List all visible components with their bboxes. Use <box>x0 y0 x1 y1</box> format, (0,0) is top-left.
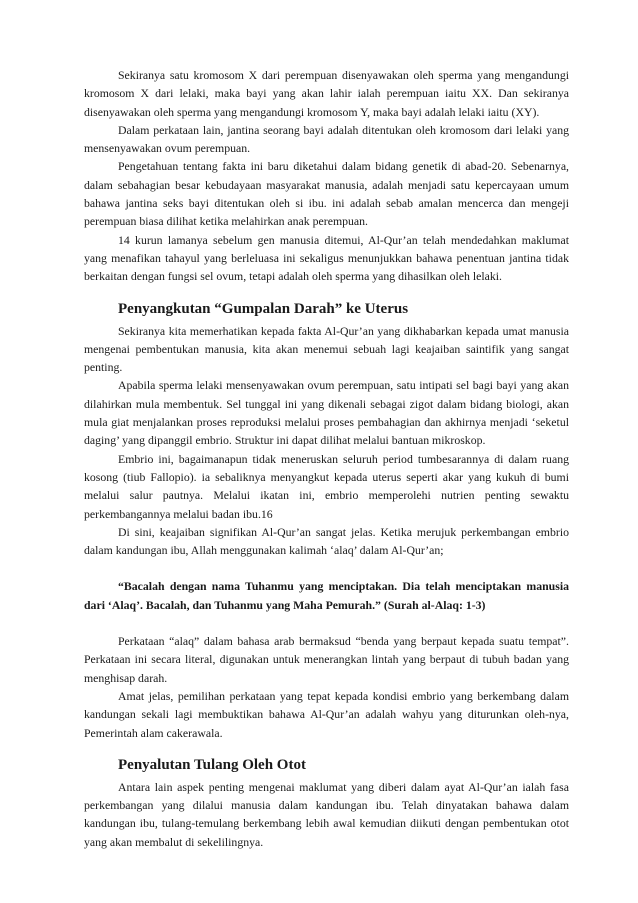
paragraph: Sekiranya satu kromosom X dari perempuan disenyawakan oleh sperma yang mengandungi kromosom X dari lelaki, maka bayi yang akan lahir ialah perempuan iaitu XX. Dan sekiranya disenyawakan oleh sperma yang mengandungi kromosom Y, maka bayi adalah lelaki iaitu (XY). <box>84 68 569 119</box>
paragraph: Embrio ini, bagaimanapun tidak meneruskan seluruh period tumbesarannya di dalam ruang kosong (tiub Fallopio). ia sebaliknya menyangkut kepada uterus seperti akar yang kukuh di bumi melalui salur pautnya. Melalui ikatan ini, embrio memperolehi nutrien penting sewaktu perkembangannya melalui badan ibu.16 <box>84 451 569 521</box>
paragraph: Amat jelas, pemilihan perkataan yang tepat kepada kondisi embrio yang berkembang dalam kandungan sekali lagi membuktikan bahawa Al-Qur’an adalah wahyu yang diturunkan oleh-nya, Pemerintah alam cakerawala. <box>84 688 569 740</box>
section-heading: Penyalutan Tulang Oleh Otot <box>118 756 306 773</box>
paragraph: Sekiranya kita memerhatikan kepada fakta Al-Qur’an yang dikhabarkan kepada umat manusia mengenai pembentukan manusia, kita akan menemui sebuah lagi keajaiban saintifik yang sangat penting. <box>84 323 569 375</box>
document-page <box>84 66 569 851</box>
paragraph: Dalam perkataan lain, jantina seorang bayi adalah ditentukan oleh kromosom dari lelaki yang mensenyawakan ovum perempuan. <box>84 122 569 156</box>
paragraph: Antara lain aspek penting mengenai maklumat yang diberi dalam ayat Al-Qur’an ialah fasa perkembangan yang dilalui manusia dalam kandungan ibu. Telah dinyatakan bahawa dalam kandungan ibu, tulang-temulang berkembang lebih awal kemudian diikuti dengan pembentukan otot yang akan membalut di sekelilingnya. <box>84 779 569 849</box>
paragraph: Apabila sperma lelaki mensenyawakan ovum perempuan, satu intipati sel bagi bayi yang akan dilahirkan mula membentuk. Sel tunggal ini yang dikenali sebagai zigot dalam bidang biologi, akan mula giat menjalankan proses reproduksi melalui proses pembahagian dan akhirnya menjadi ‘seketul daging’ yang dipanggil embrio. Struktur ini dapat dilihat melalui bantuan mikroskop. <box>84 378 569 448</box>
section-heading: Penyangkutan “Gumpalan Darah” ke Uterus <box>118 300 409 317</box>
paragraph: Perkataan “alaq” dalam bahasa arab bermaksud “benda yang berpaut kepada suatu tempat”. Perkataan ini secara literal, digunakan untuk menerangkan lintah yang berpaut di tubuh badan yang menghisap darah. <box>84 634 569 685</box>
quran-quote: “Bacalah dengan nama Tuhanmu yang menciptakan. Dia telah menciptakan manusia dari ‘Alaq’. Bacalah, dan Tuhanmu yang Maha Pemurah.” (Surah al-Alaq: 1-3) <box>84 579 569 612</box>
paragraph: Di sini, keajaiban signifikan Al-Qur’an sangat jelas. Ketika merujuk perkembangan embrio dalam kandungan ibu, Allah menggunakan kalimah ‘alaq’ dalam Al-Qur’an; <box>84 524 569 558</box>
paragraph: Pengetahuan tentang fakta ini baru diketahui dalam bidang genetik di abad-20. Sebenarnya, dalam sebahagian besar kebudayaan masyarakat manusia, adalah menjadi satu kepercayaan umum bahawa jantina seks bayi ditentukan oleh si ibu. ini adalah sebab amalan mencerca dan mengeji perempuan biasa dilihat ketika melahirkan anak perempuan. <box>84 159 569 229</box>
paragraph: 14 kurun lamanya sebelum gen manusia ditemui, Al-Qur’an telah mendedahkan maklumat yang menafikan tahayul yang berleluasa ini sekaligus menunjukkan bahawa penentuan jantina tidak berkaitan dengan fungsi sel ovum, tetapi adalah oleh sperma yang dihasilkan oleh lelaki. <box>84 232 569 284</box>
